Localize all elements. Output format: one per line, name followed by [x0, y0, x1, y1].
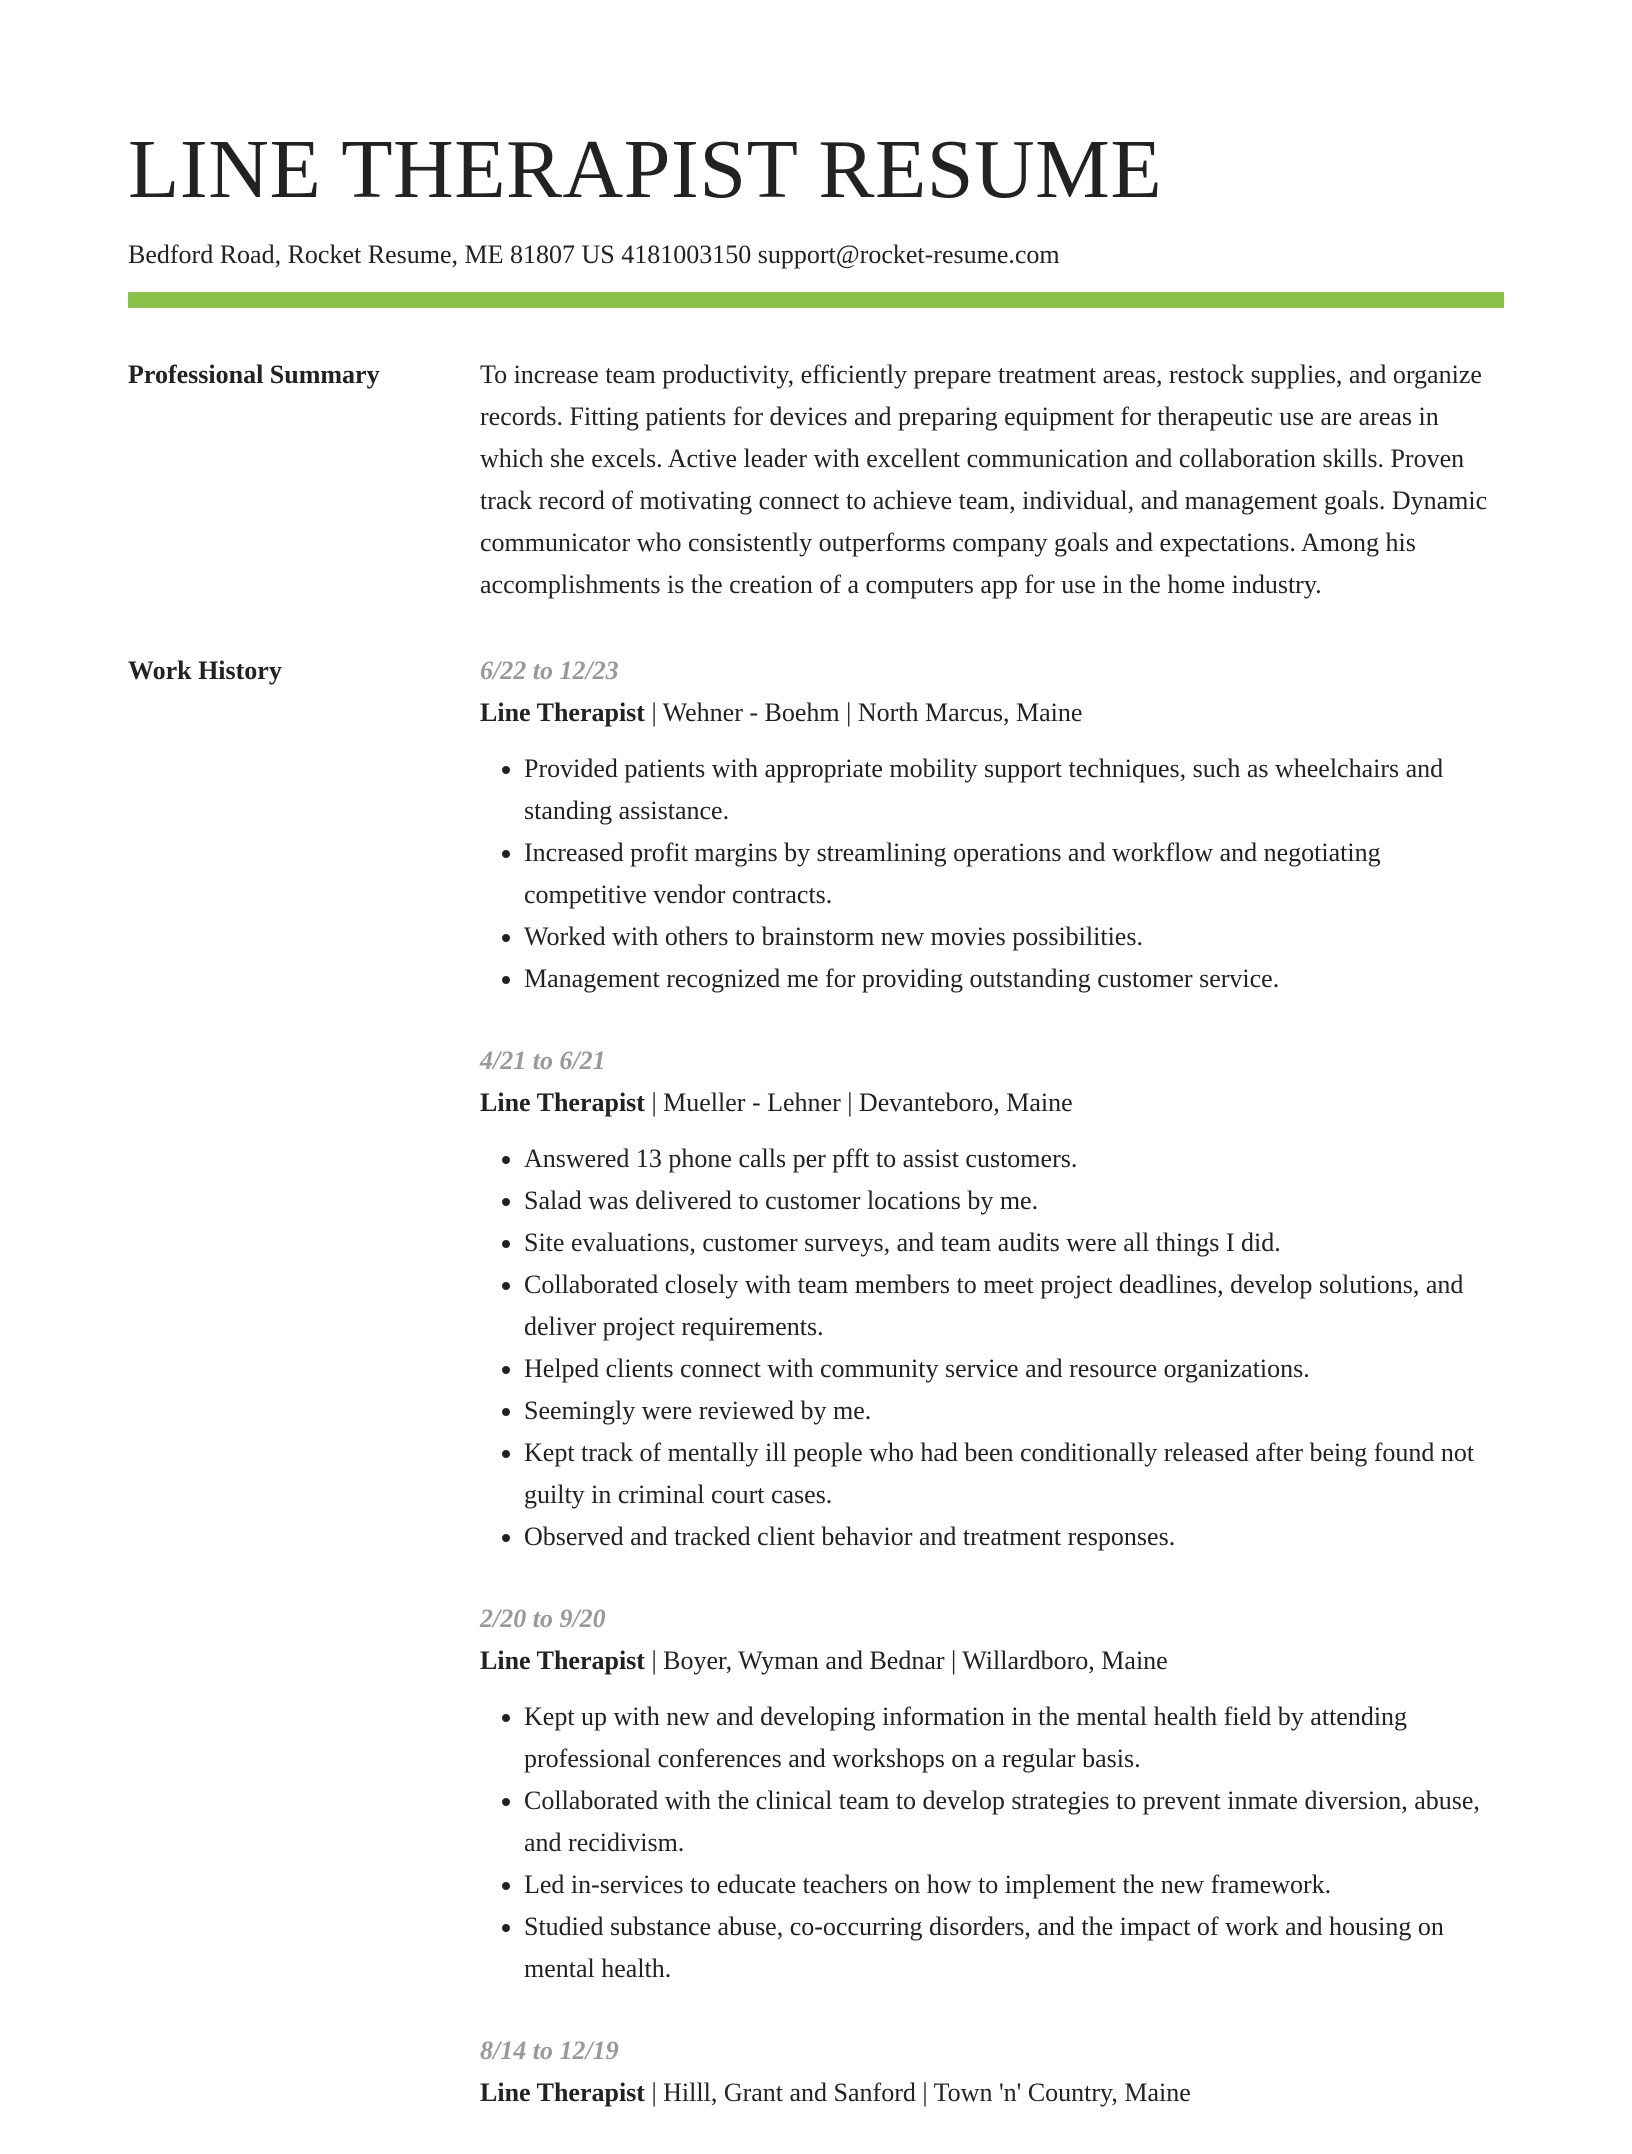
summary-body	[480, 354, 1504, 606]
job-entry	[480, 1040, 1504, 1558]
job-duty-item: • Worked with others to brainstorm new movies possibilities.	[524, 916, 1504, 958]
job-title: Line Therapist	[480, 698, 645, 727]
job-title: Line Therapist	[480, 1088, 645, 1117]
work-history-label: Work History	[128, 656, 282, 685]
job-entry	[480, 1598, 1504, 1990]
job-title: Line Therapist	[480, 2078, 645, 2107]
job-duty-item: • Increased profit margins by streamlining operations and workflow and negotiating competitive vendor contracts.	[524, 832, 1504, 916]
resume-title: LINE THERAPIST RESUME	[128, 123, 1163, 216]
job-duty-item: • Management recognized me for providing outstanding customer service.	[524, 958, 1504, 1000]
job-dates: 2/20 to 9/20	[480, 1604, 606, 1633]
job-heading	[480, 1640, 1504, 1682]
summary-section	[128, 358, 1504, 606]
job-entry	[480, 650, 1504, 1000]
job-duty-item: • Collaborated closely with team members to meet project deadlines, develop solutions, and deliver project requirements.	[524, 1264, 1504, 1348]
job-duty-item: • Kept track of mentally ill people who had been conditionally released after being found not guilty in criminal court cases.	[524, 1432, 1504, 1516]
job-employer-location: | Hilll, Grant and Sanford | Town 'n' Country, Maine	[644, 2078, 1191, 2107]
job-duty-item: • Studied substance abuse, co-occurring disorders, and the impact of work and housing on mental health.	[524, 1906, 1504, 1990]
job-duty-item: • Provided patients with appropriate mobility support techniques, such as wheelchairs and standing assistance.	[524, 748, 1504, 832]
work-history-section	[128, 654, 1504, 2154]
job-duty-item: • Kept up with new and developing information in the mental health field by attending professional conferences and workshops on a regular basis.	[524, 1696, 1504, 1780]
contact-info: Bedford Road, Rocket Resume, ME 81807 US 4181003150 support@rocket-resume.com	[128, 240, 1060, 269]
job-heading	[480, 1082, 1504, 1124]
header-divider	[128, 292, 1504, 308]
job-entry	[480, 2030, 1504, 2114]
job-duty-item: • Collaborated with the clinical team to develop strategies to prevent inmate diversion, abuse, and recidivism.	[524, 1780, 1504, 1864]
summary-text: To increase team productivity, efficiently prepare treatment areas, restock supplies, and organize records. Fitting patients for devices and preparing equipment for therapeutic use are areas in which she excels. Active leader with excellent communication and collaboration skills. Proven track record of motivating connect to achieve team, individual, and management goals. Dynamic communicator who consistently outperforms company goals and expectations. Among his accomplishments is the creation of a computers app for use in the home industry.	[480, 360, 1488, 599]
job-duty-item: • Led in-services to educate teachers on how to implement the new framework.	[524, 1864, 1504, 1906]
job-duties-list	[480, 1696, 1504, 1990]
job-employer-location: | Mueller - Lehner | Devanteboro, Maine	[644, 1088, 1073, 1117]
summary-label: Professional Summary	[128, 360, 380, 389]
job-dates: 8/14 to 12/19	[480, 2036, 619, 2065]
job-duty-item: • Helped clients connect with community service and resource organizations.	[524, 1348, 1504, 1390]
job-title: Line Therapist	[480, 1646, 645, 1675]
job-duties-list	[480, 748, 1504, 1000]
job-heading	[480, 692, 1504, 734]
job-dates: 6/22 to 12/23	[480, 656, 619, 685]
job-heading	[480, 2072, 1504, 2114]
job-duties-list	[480, 1138, 1504, 1558]
job-employer-location: | Boyer, Wyman and Bednar | Willardboro, Maine	[644, 1646, 1168, 1675]
work-history-body	[480, 650, 1504, 2154]
job-duty-item: • Site evaluations, customer surveys, and team audits were all things I did.	[524, 1222, 1504, 1264]
job-duty-item: • Salad was delivered to customer locations by me.	[524, 1180, 1504, 1222]
job-duty-item: • Observed and tracked client behavior and treatment responses.	[524, 1516, 1504, 1558]
job-duty-item: • Answered 13 phone calls per pfft to assist customers.	[524, 1138, 1504, 1180]
job-dates: 4/21 to 6/21	[480, 1046, 606, 1075]
job-employer-location: | Wehner - Boehm | North Marcus, Maine	[644, 698, 1083, 727]
job-duty-item: • Seemingly were reviewed by me.	[524, 1390, 1504, 1432]
